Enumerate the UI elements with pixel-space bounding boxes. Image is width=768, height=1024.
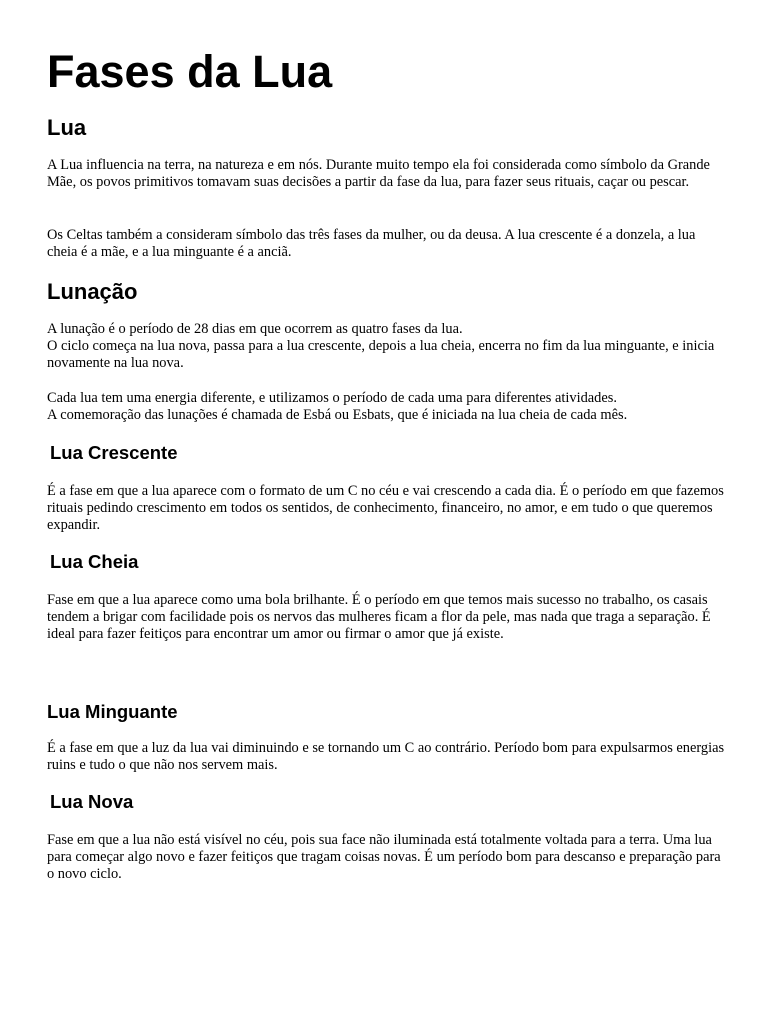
lunacao-paragraph-2-line-2: A comemoração das lunações é chamada de Esbá ou Esbats, que é iniciada na lua cheia de cada mês.: [47, 407, 628, 424]
section-heading-lua-nova: Lua Nova: [50, 791, 134, 812]
lunacao-paragraph-1-line-1: A lunação é o período de 28 dias em que ocorrem as quatro fases da lua.: [47, 321, 463, 337]
lunacao-paragraph-2: [47, 390, 727, 424]
lua-nova-paragraph: Fase em que a lua não está visível no céu, pois sua face não iluminada está totalmente voltada para a terra. Uma lua para começar algo novo e fazer feitiços que tragam coisas novas. É um período bom para descanso e preparação para o novo ciclo.: [47, 832, 721, 883]
lunacao-paragraph-1-line-2: O ciclo começa na lua nova, passa para a lua crescente, depois a lua cheia, encerra no fim da lua minguante, e inicia novamente na lua nova.: [47, 338, 715, 372]
lua-cheia-paragraph: Fase em que a lua aparece como uma bola brilhante. É o período em que temos mais sucesso no trabalho, os casais tendem a brigar com facilidade pois os nervos das mulheres ficam a flor da pele, mas nada que traga a separação. É ideal para fazer feitiços para encontrar um amor ou firmar o amor que já existe.: [47, 592, 711, 643]
lunacao-paragraph-2-line-1: Cada lua tem uma energia diferente, e utilizamos o período de cada uma para diferentes atividades.: [47, 390, 617, 406]
lunacao-paragraph-1: [47, 321, 727, 373]
section-heading-lua-minguante: Lua Minguante: [47, 701, 178, 722]
page-title: Fases da Lua: [47, 46, 333, 97]
lua-paragraph-2: Os Celtas também a consideram símbolo das três fases da mulher, ou da deusa. A lua crescente é a donzela, a lua cheia é a mãe, e a lua minguante é a anciã.: [47, 227, 696, 261]
section-heading-lua: Lua: [47, 115, 87, 140]
lua-crescente-paragraph: É a fase em que a lua aparece com o formato de um C no céu e vai crescendo a cada dia. É o período em que fazemos rituais pedindo crescimento em todos os sentidos, de conhecimento, financeiro, no amor, e em tudo o que queremos expandir.: [47, 483, 724, 534]
section-heading-lua-cheia: Lua Cheia: [50, 551, 139, 572]
lua-minguante-paragraph: É a fase em que a luz da lua vai diminuindo e se tornando um C ao contrário. Período bom para expulsarmos energias ruins e tudo o que não nos servem mais.: [47, 740, 725, 774]
section-heading-lunacao: Lunação: [47, 279, 138, 304]
section-heading-lua-crescente: Lua Crescente: [50, 442, 178, 463]
lua-paragraph-1: A Lua influencia na terra, na natureza e em nós. Durante muito tempo ela foi considerada como símbolo da Grande Mãe, os povos primitivos tomavam suas decisões a partir da fase da lua, para fazer seus rituais, caçar ou pescar.: [47, 157, 710, 191]
